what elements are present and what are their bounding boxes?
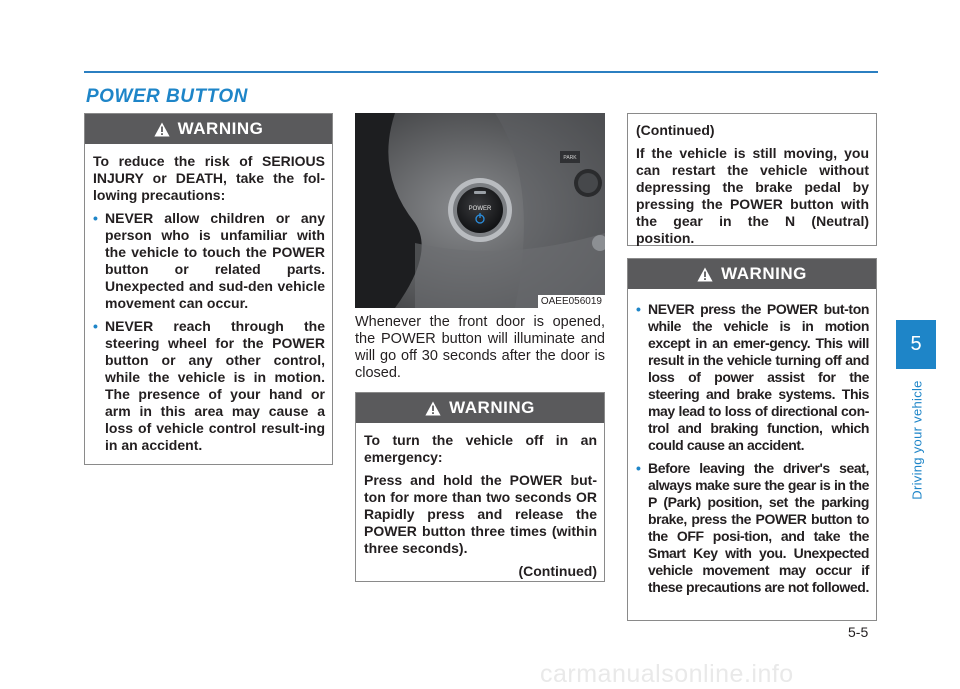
warning-item-text: NEVER allow children or any person who is unfamiliar with the vehicle to touch the POWER button or related parts. Unexpected and sud-den vehicle movement can occur. [105,210,325,311]
warning-header [628,259,876,289]
bullet-dot-icon: • [636,460,641,476]
bullet-dot-icon: • [93,210,98,226]
continued-label: (Continued) [518,563,597,579]
warning-item [93,318,325,454]
warning-box-middle [355,392,605,582]
top-rule [84,71,878,73]
warning-triangle-icon [154,122,170,137]
warning-item-text: NEVER press the POWER but-ton while the vehicle is in motion except in an emer-gency. This will result in the vehicle turning off and loss of power assist for the steering and brake systems. This may lead to loss of directional con-trol and braking function, which could cause an accident. [648,301,869,453]
warning-heading: WARNING [177,119,264,138]
power-button-photo [355,113,605,308]
warning-header [85,114,332,144]
chapter-tab[interactable]: 5 [896,320,936,369]
dashboard-illustration [355,113,605,308]
continued-heading: (Continued) [636,122,715,138]
warning-intro: To reduce the risk of SERIOUS INJURY or DEATH, take the fol-lowing precautions: [93,153,325,203]
park-label: PARK [563,155,577,161]
power-button-label: POWER [468,206,492,212]
warning-triangle-icon [425,401,441,416]
warning-list [636,301,869,596]
warning-item-text: Before leaving the driver's seat, always make sure the gear is in the P (Park) position, set the parking brake, press the POWER button to the OFF posi-tion, and take the Smart Key with you. Unexpected vehicle movement may occur if these precautions are not followed. [648,460,869,595]
warning-item-text: NEVER reach through the steering wheel for the POWER button or any other control, while the vehicle is in motion. The presence of your hand or arm in this area may cause a loss of vehicle control result-ing in an accident. [105,318,325,453]
warning-text: Press and hold the POWER but-ton for more than two seconds OR Rapidly press and release the POWER button three times (within three seconds). [364,472,597,556]
figure-description: Whenever the front door is opened, the POWER button will illuminate and will go off 30 seconds after the door is closed. [355,314,605,381]
warning-header [356,393,604,423]
warning-box-left [84,113,333,465]
watermark: carmanualsonline.info [540,660,794,688]
warning-box-right [627,258,877,621]
warning-body [628,289,876,608]
warning-heading: WARNING [721,264,807,283]
chapter-label [900,380,934,500]
warning-item [93,210,325,312]
warning-item [636,460,869,596]
chapter-label-text: Driving your vehicle [909,380,925,500]
warning-body [356,423,604,592]
warning-heading: WARNING [449,398,535,417]
warning-list [93,210,325,454]
bullet-dot-icon: • [93,318,98,334]
page-number: 5-5 [848,624,869,640]
warning-triangle-icon [697,267,713,282]
warning-intro: To turn the vehicle off in an emergency: [364,432,597,465]
bullet-dot-icon: • [636,301,641,317]
continued-body [628,114,876,259]
continued-text: If the vehicle is still moving, you can restart the vehicle without depressing the brake pedal by pressing the POWER button with the gear in the N (Neutral) position. [636,145,869,246]
warning-item [636,301,869,454]
section-title: POWER BUTTON [86,86,248,107]
figure-code: OAEE056019 [538,295,605,308]
continued-box [627,113,877,246]
warning-body [85,144,332,466]
